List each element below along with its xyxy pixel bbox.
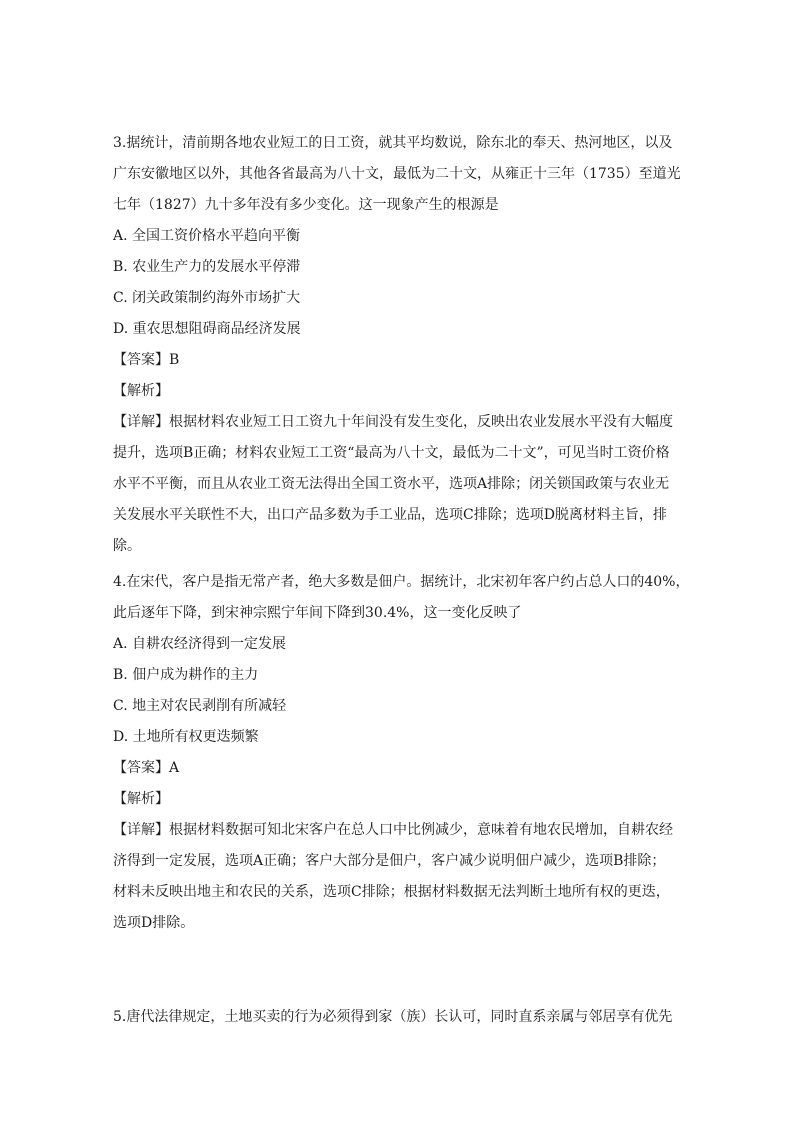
- option-b: B. 佃户成为耕作的主力: [113, 667, 259, 683]
- analysis-line: 水平不平衡，而且从农业工资无法得出全国工资水平，选项A排除；闭关锁国政策与农业无: [113, 476, 670, 492]
- answer-line: 【答案】A: [113, 760, 180, 776]
- question-3: [113, 128, 683, 562]
- option-c: C. 地主对农民剥削有所减轻: [113, 698, 287, 714]
- question-stem-line: 此后逐年下降，到宋神宗熙宁年间下降到30.4%，这一变化反映了: [113, 605, 522, 621]
- question-stem-line: 3.据统计，清前期各地农业短工的日工资，就其平均数说，除东北的奉天、热河地区，以及: [113, 135, 673, 151]
- option-d: D. 重农思想阻碍商品经济发展: [113, 321, 301, 337]
- question-stem-line: 4.在宋代，客户是指无常产者，绝大多数是佃户。据统计，北宋初年客户约占总人口的40%，: [113, 574, 690, 590]
- option-d: D. 土地所有权更迭频繁: [113, 729, 259, 745]
- analysis-line: 【详解】根据材料数据可知北宋客户在总人口中比例减少，意味着有地农民增加，自耕农经: [113, 822, 673, 838]
- option-a: A. 全国工资价格水平趋向平衡: [113, 228, 301, 244]
- question-4: [113, 567, 690, 939]
- analysis-line: 除。: [113, 538, 141, 554]
- analysis-heading: 【解析】: [113, 383, 169, 399]
- option-b: B. 农业生产力的发展水平停滞: [113, 259, 301, 275]
- question-stem-line: 七年（1827）九十多年没有多少变化。这一现象产生的根源是: [113, 197, 499, 213]
- analysis-line: 材料未反映出地主和农民的关系，选项C排除；根据材料数据无法判断土地所有权的更迭，: [113, 884, 670, 900]
- option-a: A. 自耕农经济得到一定发展: [113, 636, 287, 652]
- answer-line: 【答案】B: [113, 352, 180, 368]
- option-c: C. 闭关政策制约海外市场扩大: [113, 290, 301, 306]
- question-stem-line: 5.唐代法律规定，土地买卖的行为必须得到家（族）长认可，同时直系亲属与邻居享有优先: [113, 1009, 673, 1025]
- analysis-line: 选项D排除。: [113, 915, 195, 931]
- question-5: [113, 1002, 683, 1033]
- analysis-line: 提升，选项B正确；材料农业短工工资“最高为八十文，最低为二十文”，可见当时工资价格: [113, 445, 670, 461]
- analysis-line: 济得到一定发展，选项A正确；客户大部分是佃户，客户减少说明佃户减少，选项B排除；: [113, 853, 666, 869]
- analysis-line: 关发展水平关联性不大，出口产品多数为手工业品，选项C排除；选项D脱离材料主旨，排: [113, 507, 667, 523]
- analysis-line: 【详解】根据材料农业短工日工资九十年间没有发生变化，反映出农业发展水平没有大幅度: [113, 414, 673, 430]
- analysis-heading: 【解析】: [113, 791, 169, 807]
- question-stem-line: 广东安徽地区以外，其他各省最高为八十文，最低为二十文，从雍正十三年（1735）至道光: [113, 166, 681, 182]
